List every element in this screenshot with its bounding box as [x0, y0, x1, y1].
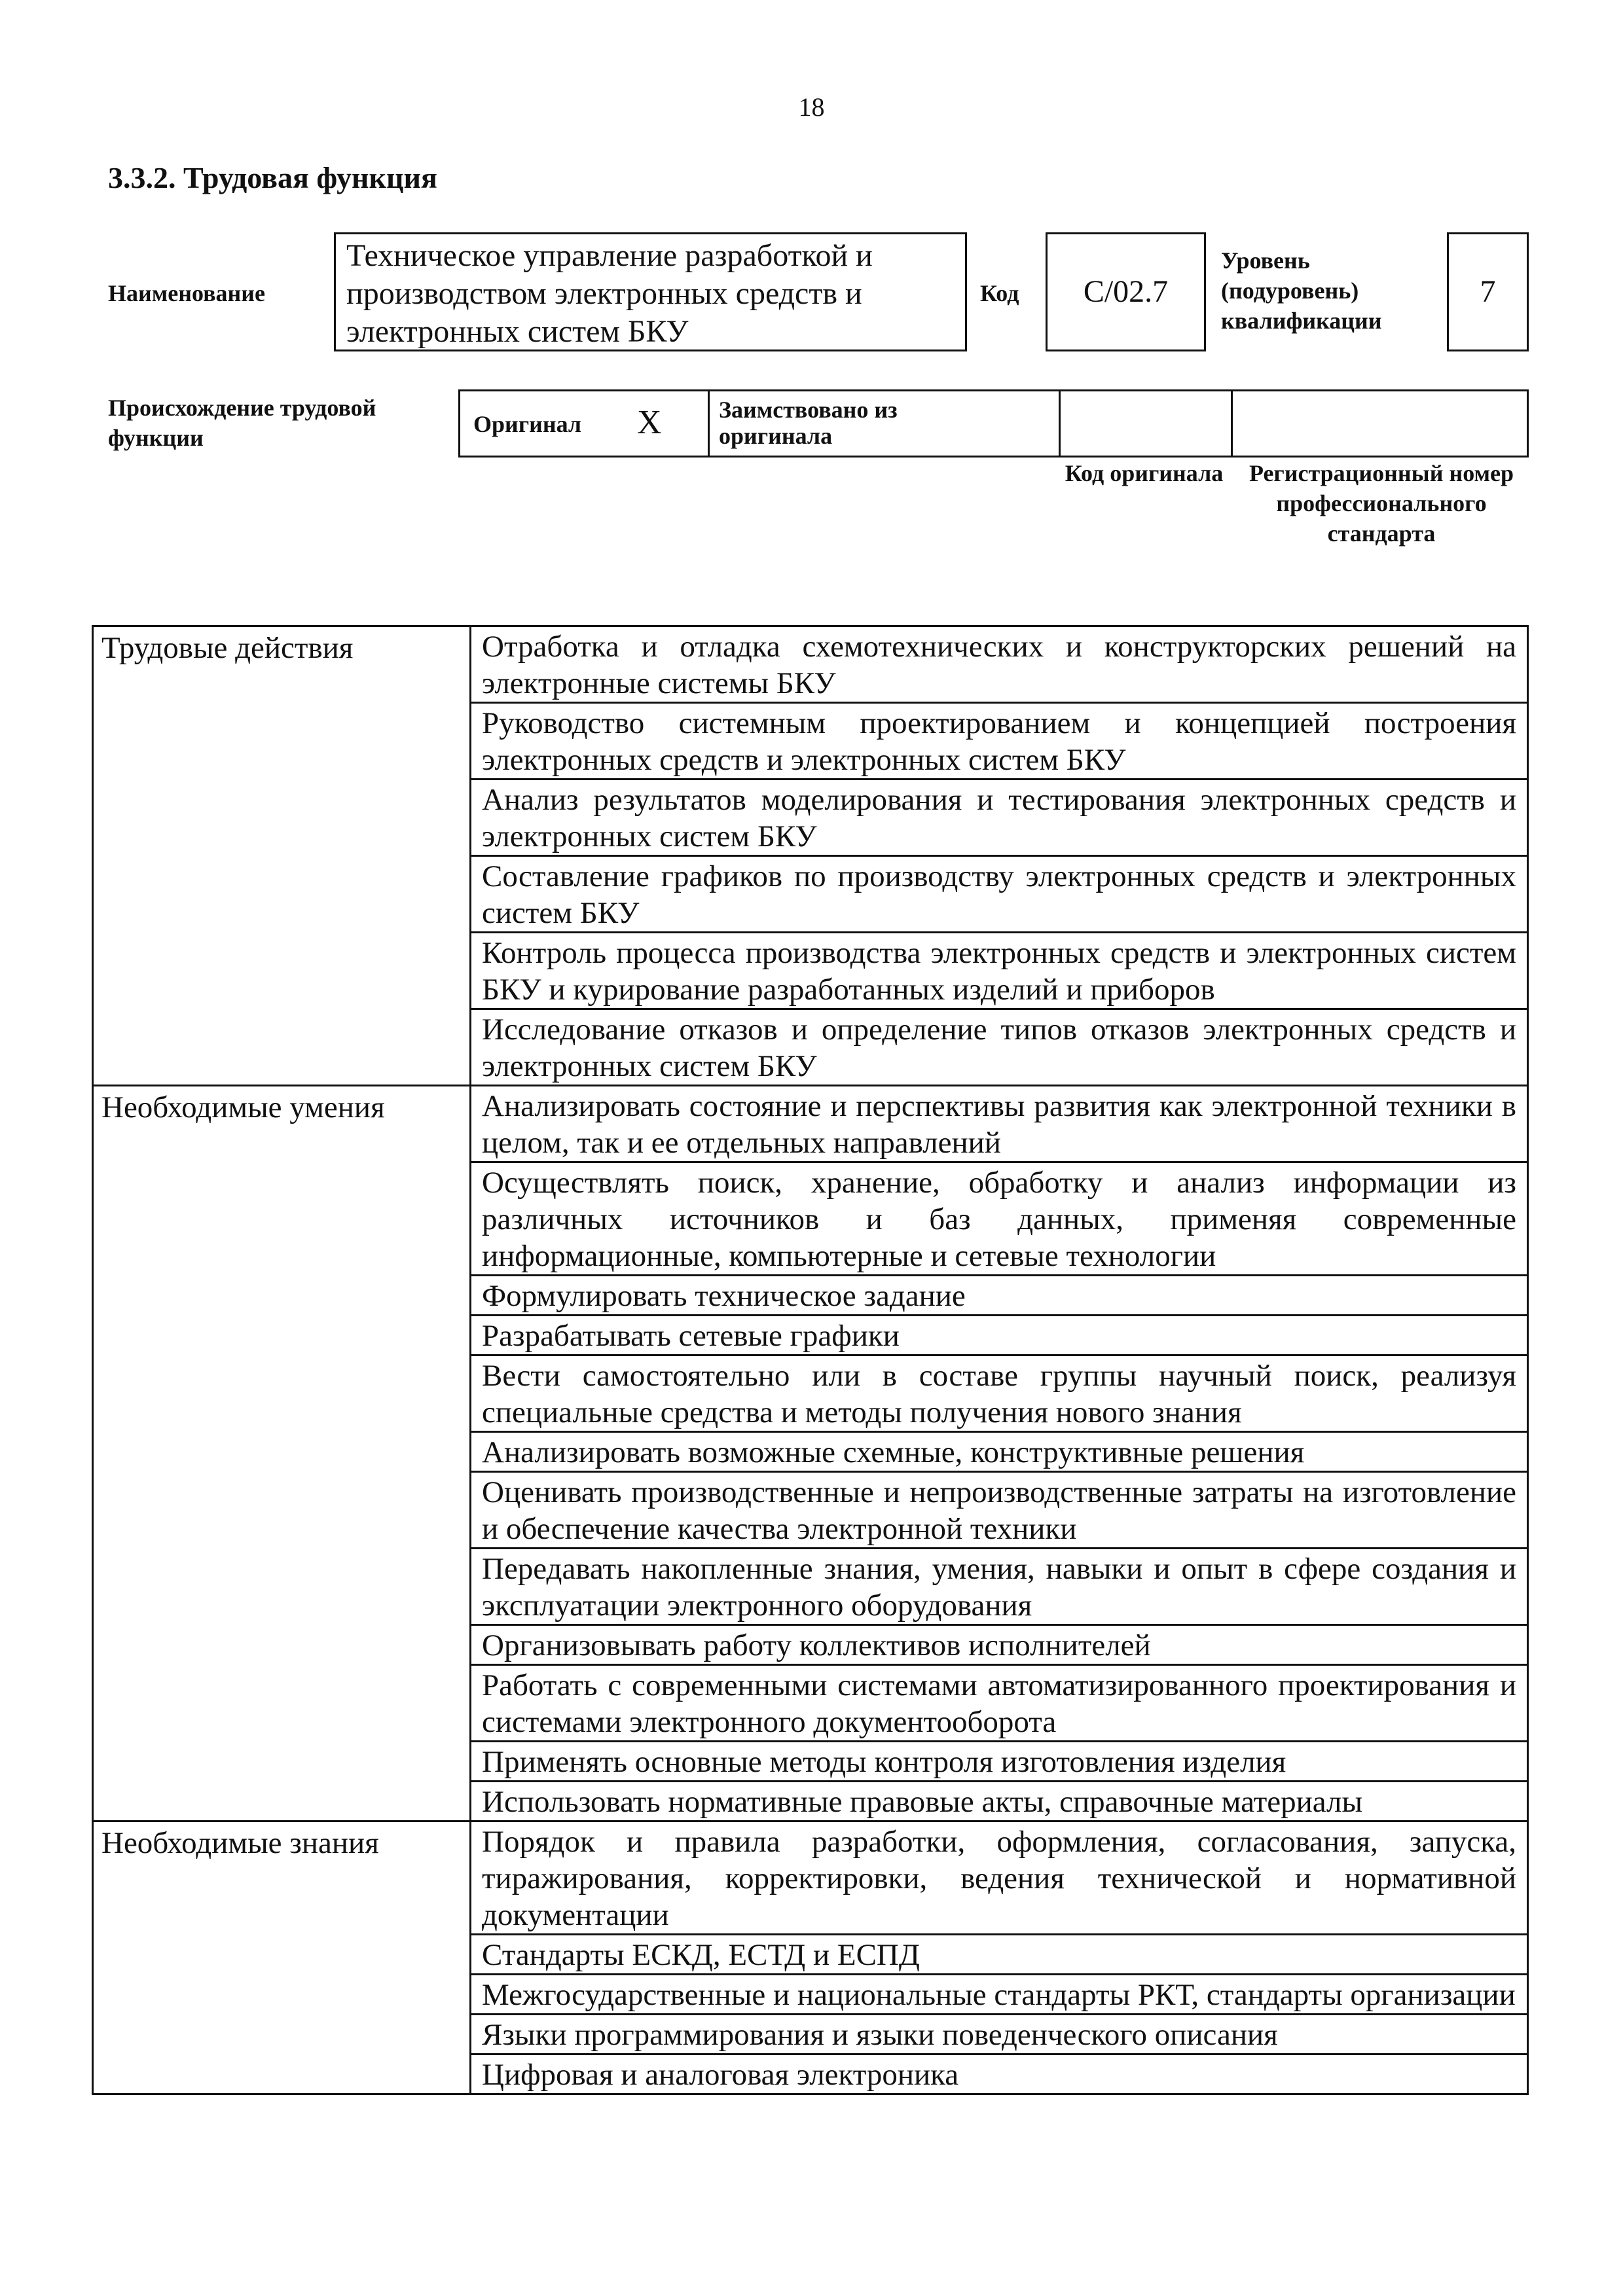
- original-label: Оригинал: [473, 411, 582, 437]
- level-value: 7: [1447, 232, 1529, 351]
- table-row: [93, 1821, 1528, 1935]
- section-item: Контроль процесса производства электронных средств и электронных систем БКУ и курирование разработанных изделий и приборов: [471, 933, 1528, 1009]
- table-row: [93, 1086, 1528, 1162]
- section-item: Разрабатывать сетевые графики: [471, 1316, 1528, 1355]
- page-number: 18: [798, 92, 825, 122]
- section-item: Осуществлять поиск, хранение, обработку и анализ информации из различных источников и баз данных, применяя современные информационные, компьютерные и сетевые технологии: [471, 1162, 1528, 1276]
- section-item: Стандарты ЕСКД, ЕСТД и ЕСПД: [471, 1935, 1528, 1975]
- section-item: Цифровая и аналоговая электроника: [471, 2054, 1528, 2094]
- section-title: Необходимые умения: [93, 1086, 471, 1821]
- section-item: Языки программирования и языки поведенческого описания: [471, 2015, 1528, 2054]
- divider: [1059, 391, 1061, 456]
- section-item: Организовывать работу коллективов исполнителей: [471, 1625, 1528, 1665]
- level-label: Уровень (подуровень) квалификации: [1221, 247, 1382, 334]
- section-item: Передавать накопленные знания, умения, навыки и опыт в сфере создания и эксплуатации электронного оборудования: [471, 1549, 1528, 1625]
- code-original-caption: Код оригинала: [1065, 460, 1224, 486]
- table-row: [93, 626, 1528, 703]
- section-item: Вести самостоятельно или в составе группы научный поиск, реализуя специальные средства и методы получения нового знания: [471, 1355, 1528, 1432]
- origin-table: [458, 389, 1529, 457]
- section-item: Руководство системным проектированием и концепцией построения электронных средств и электронных систем БКУ: [471, 703, 1528, 780]
- section-heading: 3.3.2. Трудовая функция: [108, 161, 437, 194]
- section-item: Межгосударственные и национальные стандарты РКТ, стандарты организации: [471, 1975, 1528, 2015]
- section-item: Применять основные методы контроля изготовления изделия: [471, 1742, 1528, 1782]
- section-item: Анализ результатов моделирования и тестирования электронных средств и электронных систем БКУ: [471, 780, 1528, 856]
- code-value: C/02.7: [1046, 232, 1206, 351]
- original-mark: X: [637, 404, 662, 441]
- section-item: Отработка и отладка схемотехнических и конструкторских решений на электронные системы БКУ: [471, 626, 1528, 703]
- borrowed-label: Заимствовано из оригинала: [719, 397, 898, 449]
- name-value: Техническое управление разработкой и производством электронных средств и электронных систем БКУ: [334, 232, 967, 351]
- section-item: Анализировать состояние и перспективы развития как электронной техники в целом, так и ее отдельных направлений: [471, 1086, 1528, 1162]
- labor-functions-table: [92, 625, 1529, 2095]
- name-label: Наименование: [108, 280, 265, 306]
- reg-number-caption: Регистрационный номер профессионального стандарта: [1249, 460, 1514, 547]
- divider: [1231, 391, 1233, 456]
- divider: [708, 391, 710, 456]
- section-title: Необходимые знания: [93, 1821, 471, 2094]
- section-item: Оценивать производственные и непроизводственные затраты на изготовление и обеспечение качества электронной техники: [471, 1472, 1528, 1549]
- origin-label: Происхождение трудовой функции: [108, 395, 376, 451]
- section-item: Анализировать возможные схемные, конструктивные решения: [471, 1432, 1528, 1472]
- section-item: Использовать нормативные правовые акты, справочные материалы: [471, 1782, 1528, 1821]
- section-item: Работать с современными системами автоматизированного проектирования и системами электронного документооборота: [471, 1665, 1528, 1742]
- section-item: Исследование отказов и определение типов отказов электронных средств и электронных систем БКУ: [471, 1009, 1528, 1086]
- section-title: Трудовые действия: [93, 626, 471, 1086]
- code-label: Код: [980, 280, 1019, 306]
- section-item: Порядок и правила разработки, оформления, согласования, запуска, тиражирования, корректировки, ведения технической и нормативной документации: [471, 1821, 1528, 1935]
- section-item: Формулировать техническое задание: [471, 1276, 1528, 1316]
- section-item: Составление графиков по производству электронных средств и электронных систем БКУ: [471, 856, 1528, 933]
